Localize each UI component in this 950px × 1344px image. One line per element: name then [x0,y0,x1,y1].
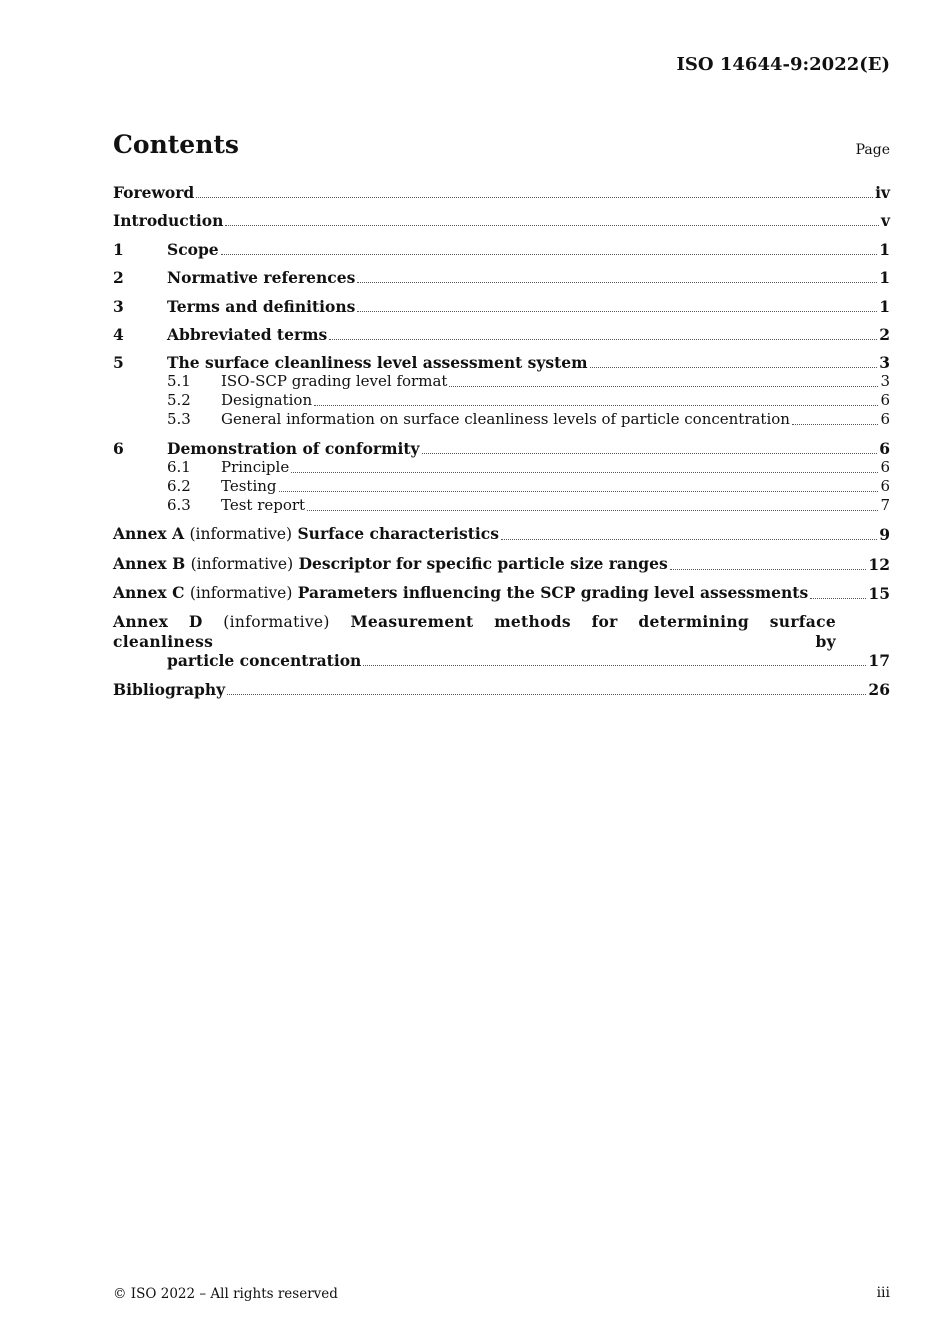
toc-entry-bibliography[interactable] [113,680,890,699]
dot-leader [357,311,877,312]
toc-entry-title: Bibliography [113,679,226,699]
page-number: iii [876,1285,890,1301]
annex-title-continuation [113,651,890,670]
annex-label: Annex C [113,582,185,602]
toc-page-number: 6 [880,457,890,476]
toc-section-number: 6 [113,438,124,458]
dot-leader [314,405,878,406]
annex-title: Surface characteristics [297,524,499,544]
dot-leader [329,339,877,340]
toc-entry-title: The surface cleanliness level assessment system [167,353,588,373]
toc-subentry-principle[interactable] [113,458,890,477]
annex-title-line [113,524,499,544]
toc-entry-annex-a[interactable] [113,524,890,544]
annex-title: particle concentration [167,651,362,671]
toc-entry-annex-b[interactable] [113,554,890,574]
toc-entry-abbreviated-terms[interactable] [113,325,890,344]
toc-entry-title: Foreword [113,183,195,202]
annex-label: Annex D [113,612,203,632]
toc-entry-annex-d[interactable] [113,612,890,670]
dot-leader [449,386,878,387]
toc-entry-title: Abbreviated terms [167,324,328,344]
annex-title-line [113,554,668,574]
toc-page-number: 3 [880,372,890,391]
annex-type: (informative) [223,613,330,632]
toc-entry-introduction[interactable] [113,211,890,230]
toc-subentry-general-information[interactable] [113,410,890,429]
toc-entry-terms-and-definitions[interactable] [113,297,890,316]
dot-leader [590,367,878,368]
toc-section-number: 3 [113,296,124,316]
table-of-contents [113,183,890,708]
document-id: ISO 14644-9:2022(E) [676,54,890,75]
toc-page-number: 15 [868,583,890,603]
annex-label: Annex B [113,553,186,573]
toc-entry-annex-c[interactable] [113,583,890,603]
toc-subsection-number: 6.3 [167,495,191,514]
annex-title: Measurement methods for determining surface cleanliness by [113,612,837,652]
dot-leader [196,197,873,198]
toc-subentry-testing[interactable] [113,477,890,496]
toc-page-number: 1 [879,296,890,316]
dot-leader [670,569,867,570]
contents-title: Contents [113,130,240,159]
dot-leader [792,424,879,425]
toc-entry-title: Scope [167,239,219,259]
toc-entry-title: Testing [221,476,277,495]
toc-subentry-grading-level-format[interactable] [113,372,890,391]
toc-page-number: 6 [880,476,890,495]
toc-subsection-number: 6.2 [167,476,191,495]
toc-entry-title: Introduction [113,211,224,231]
toc-page-number: 3 [879,353,890,373]
toc-entry-demonstration-of-conformity[interactable] [113,439,890,458]
toc-page-number: 9 [879,525,890,545]
copyright-notice: © ISO 2022 – All rights reserved [113,1286,338,1302]
toc-subsection-number: 6.1 [167,457,191,476]
annex-label: Annex A [113,524,185,544]
toc-page-number: 6 [880,391,890,410]
dot-leader [357,282,877,283]
toc-page-number: 6 [880,410,890,429]
toc-entry-scope[interactable] [113,240,890,259]
toc-entry-foreword[interactable] [113,183,890,202]
toc-page-number: 26 [868,679,890,699]
page-column-label: Page [855,142,890,158]
toc-page-number: 6 [879,438,890,458]
dot-leader [225,225,879,226]
dot-leader [501,539,877,540]
toc-entry-title: Test report [221,495,306,514]
toc-section-number: 4 [113,324,124,344]
toc-page-number: 7 [880,495,890,514]
toc-section-number: 2 [113,268,124,288]
toc-section-number: 5 [113,353,124,373]
toc-entry-normative-references[interactable] [113,268,890,287]
annex-type: (informative) [190,554,294,573]
annex-title-line [113,583,808,603]
toc-page-number: 2 [879,324,890,344]
annex-type: (informative) [189,583,293,602]
toc-page-number: v [880,211,890,231]
toc-subsection-number: 5.2 [167,391,191,410]
dot-leader [221,254,878,255]
toc-entry-title: Terms and definitions [167,296,356,316]
toc-subentry-test-report[interactable] [113,496,890,515]
toc-entry-title: ISO-SCP grading level format [221,372,448,391]
toc-page-number: 17 [868,651,890,671]
toc-entry-title: Principle [221,457,290,476]
toc-section-number: 1 [113,239,124,259]
toc-entry-assessment-system[interactable] [113,353,890,372]
toc-entry-title: General information on surface cleanliness levels of particle concentration [221,410,790,429]
dot-leader [291,472,878,473]
annex-title: Descriptor for specific particle size ranges [298,553,668,573]
toc-page-number: iv [875,183,890,202]
toc-subsection-number: 5.3 [167,410,191,429]
dot-leader [363,665,866,666]
toc-page-number: 12 [868,554,890,574]
dot-leader [422,453,878,454]
toc-entry-title: Designation [221,391,313,410]
dot-leader [279,491,879,492]
annex-type: (informative) [189,525,293,544]
dot-leader [227,694,866,695]
toc-subsection-number: 5.1 [167,372,191,391]
dot-leader [307,510,878,511]
toc-entry-title: Normative references [167,268,356,288]
annex-title-line [113,612,890,651]
dot-leader [810,598,866,599]
toc-page-number: 1 [879,239,890,259]
annex-title: Parameters influencing the SCP grading level assessments [297,582,809,602]
toc-entry-title: Demonstration of conformity [167,438,420,458]
toc-page-number: 1 [879,268,890,288]
toc-subentry-designation[interactable] [113,391,890,410]
